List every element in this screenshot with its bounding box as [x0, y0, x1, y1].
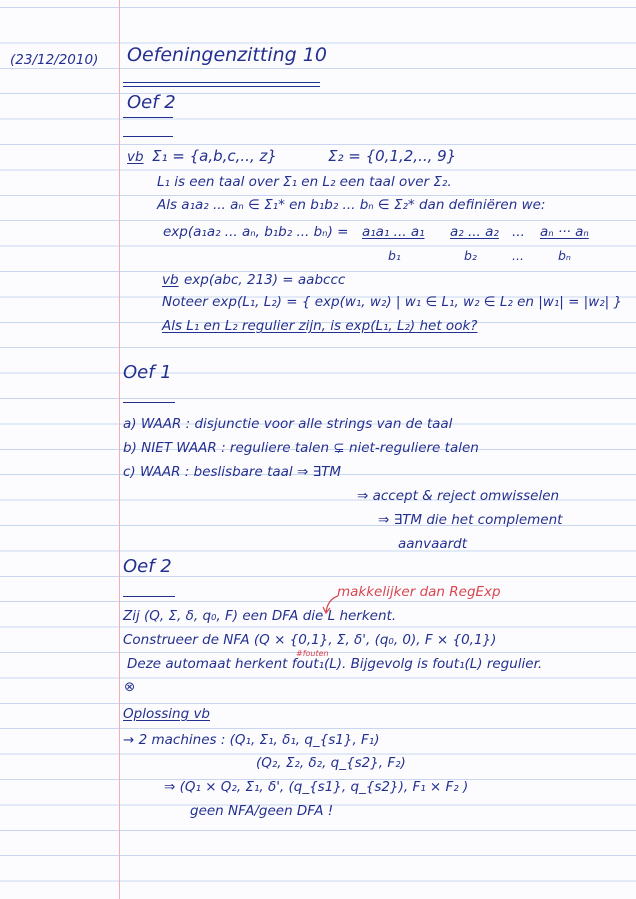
exp-label-bn: bₙ: [558, 248, 571, 263]
title-underline: [123, 82, 320, 83]
example-line: exp(abc, 213) = aabccc: [184, 272, 346, 288]
vb-label: vb: [127, 149, 144, 165]
exp-group-dots: ...: [512, 224, 525, 240]
fouten-annotation: #fouten: [296, 649, 329, 658]
solution-machine-2: (Q₂, Σ₂, δ₂, q_{s2}, F₂): [256, 755, 406, 771]
page-title: Oefeningenzitting 10: [127, 44, 327, 66]
exp-label-b1: b₁: [388, 248, 401, 263]
definition-intro: Als a₁a₂ ... aₙ ∈ Σ₁* en b₁b₂ ... bₙ ∈ Σ₂* dan definiëren we:: [157, 197, 546, 213]
answer-c-step3: aanvaardt: [398, 536, 468, 552]
exp-group-a2: a₂ ... a₂: [450, 224, 499, 240]
vb-overline: [123, 136, 173, 137]
section-heading-oef1: Oef 1: [123, 362, 172, 383]
section-heading-oef2-second: Oef 2: [123, 556, 172, 577]
exp-group-a1: a₁a₁ ... a₁: [362, 224, 425, 240]
exp-formula-lhs: exp(a₁a₂ ... aₙ, b₁b₂ ... bₙ) =: [163, 224, 349, 240]
solution-machine-1: → 2 machines : (Q₁, Σ₁, δ₁, q_{s1}, F₁): [123, 732, 380, 748]
question-line: Als L₁ en L₂ regulier zijn, is exp(L₁, L₂) het ook?: [162, 318, 478, 334]
sigma2-definition: Σ₂ = {0,1,2,.., 9}: [328, 147, 457, 165]
dfa-line: Zij (Q, Σ, δ, q₀, F) een DFA die L herkent.: [123, 608, 397, 624]
language-line: L₁ is een taal over Σ₁ en L₂ een taal over Σ₂.: [157, 174, 452, 190]
answer-b: b) NIET WAAR : reguliere talen ⊊ niet-reguliere talen: [123, 440, 479, 456]
sigma1-definition: Σ₁ = {a,b,c,.., z}: [152, 147, 277, 165]
answer-c: c) WAAR : beslisbare taal ⇒ ∃TM: [123, 464, 341, 480]
example-vb-label: vb: [162, 272, 179, 288]
heading-underline: [123, 117, 173, 118]
exp-group-an: aₙ ··· aₙ: [540, 224, 589, 240]
section-heading-oef2-first: Oef 2: [127, 92, 176, 113]
title-underline-2: [123, 86, 320, 87]
answer-c-step2: ⇒ ∃TM die het complement: [378, 512, 563, 528]
date: (23/12/2010): [10, 52, 99, 68]
answer-a: a) WAAR : disjunctie voor alle strings van de taal: [123, 416, 453, 432]
exp-label-b2: b₂: [464, 248, 477, 263]
exp-label-dots: ...: [512, 248, 524, 263]
nfa-construction-line: Construeer de NFA (Q × {0,1}, Σ, δ', (q₀, 0), F × {0,1}): [123, 632, 497, 648]
circled-mark-icon: ⊗: [124, 679, 136, 695]
oef1-underline: [123, 402, 175, 403]
solution-note: geen NFA/geen DFA !: [190, 803, 334, 819]
margin-line: [119, 0, 120, 899]
solution-label: Oplossing vb: [123, 706, 210, 722]
oef2-underline: [123, 596, 175, 597]
solution-product: ⇒ (Q₁ × Q₂, Σ₁, δ', (q_{s1}, q_{s2}), F₁ × F₂ ): [164, 779, 469, 795]
answer-c-step1: ⇒ accept & reject omwisselen: [357, 488, 560, 504]
red-annotation: makkelijker dan RegExp: [337, 584, 501, 600]
notation-line: Noteer exp(L₁, L₂) = { exp(w₁, w₂) | w₁ ∈ L₁, w₂ ∈ L₂ en |w₁| = |w₂| }: [162, 294, 623, 310]
conclusion-line: Deze automaat herkent fout₁(L). Bijgevolg is fout₁(L) regulier.: [127, 656, 543, 672]
